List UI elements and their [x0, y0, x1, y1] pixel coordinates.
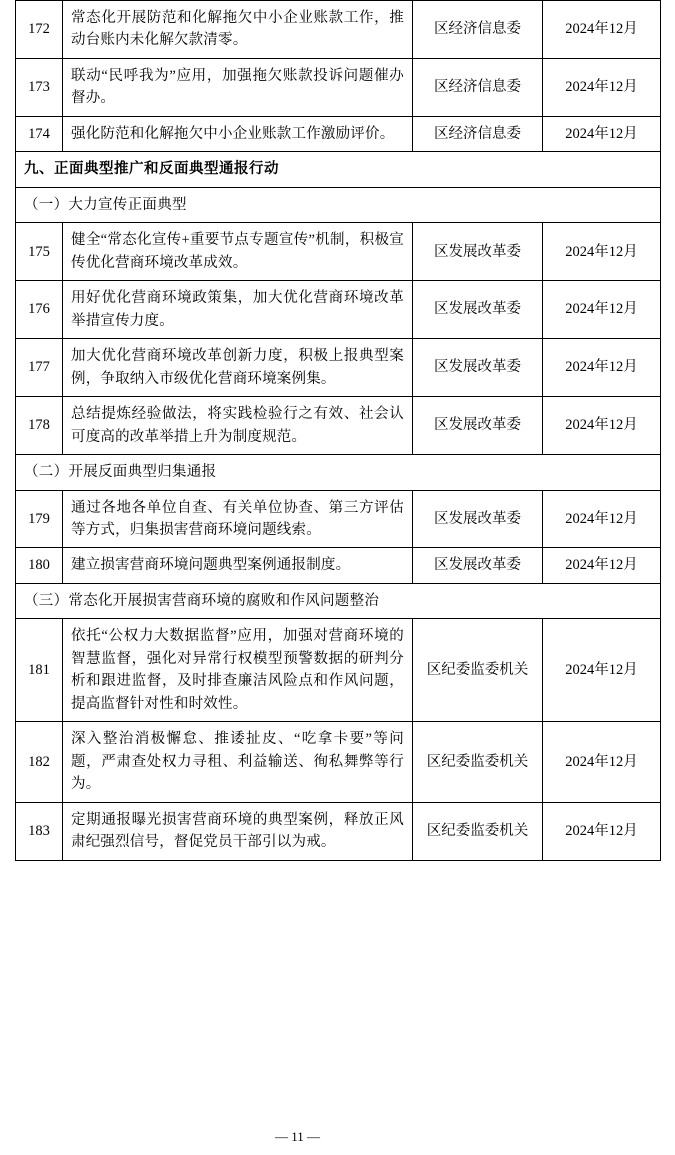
row-number: 180 — [16, 548, 63, 583]
table-row — [16, 802, 661, 860]
row-number: 175 — [16, 223, 63, 281]
row-department: 区发展改革委 — [413, 281, 543, 339]
row-task: 强化防范和化解拖欠中小企业账款工作激励评价。 — [63, 116, 413, 151]
subsection-title: （一）大力宣传正面典型 — [16, 187, 661, 222]
row-deadline: 2024年12月 — [543, 548, 661, 583]
table-row — [16, 722, 661, 802]
row-task: 定期通报曝光损害营商环境的典型案例，释放正风肃纪强烈信号，督促党员干部引以为戒。 — [63, 802, 413, 860]
row-deadline: 2024年12月 — [543, 619, 661, 722]
row-department: 区经济信息委 — [413, 1, 543, 59]
row-department: 区经济信息委 — [413, 116, 543, 151]
row-task: 用好优化营商环境政策集，加大优化营商环境改革举措宣传力度。 — [63, 281, 413, 339]
subsection-title: （三）常态化开展损害营商环境的腐败和作风问题整治 — [16, 583, 661, 618]
row-deadline: 2024年12月 — [543, 116, 661, 151]
row-task: 依托“公权力大数据监督”应用，加强对营商环境的智慧监督，强化对异常行权模型预警数据的研判分析和跟进监督，及时排查廉洁风险点和作风问题，提高监督针对性和时效性。 — [63, 619, 413, 722]
table-row — [16, 619, 661, 722]
subsection-header-row — [16, 455, 661, 490]
row-department: 区纪委监委机关 — [413, 722, 543, 802]
row-department: 区发展改革委 — [413, 397, 543, 455]
row-deadline: 2024年12月 — [543, 58, 661, 116]
table-row — [16, 116, 661, 151]
row-number: 174 — [16, 116, 63, 151]
row-number: 183 — [16, 802, 63, 860]
table-row — [16, 281, 661, 339]
row-number: 182 — [16, 722, 63, 802]
row-deadline: 2024年12月 — [543, 397, 661, 455]
row-task: 联动“民呼我为”应用，加强拖欠账款投诉问题催办督办。 — [63, 58, 413, 116]
table-row — [16, 58, 661, 116]
row-number: 172 — [16, 1, 63, 59]
row-deadline: 2024年12月 — [543, 339, 661, 397]
row-task: 深入整治消极懈怠、推诿扯皮、“吃拿卡要”等问题，严肃查处权力寻租、利益输送、徇私舞弊等行为。 — [63, 722, 413, 802]
row-deadline: 2024年12月 — [543, 281, 661, 339]
row-number: 173 — [16, 58, 63, 116]
row-deadline: 2024年12月 — [543, 490, 661, 548]
page-number: — 11 — — [274, 1129, 321, 1144]
row-task: 加大优化营商环境改革创新力度，积极上报典型案例，争取纳入市级优化营商环境案例集。 — [63, 339, 413, 397]
table-row — [16, 548, 661, 583]
row-task: 常态化开展防范和化解拖欠中小企业账款工作，推动台账内未化解欠款清零。 — [63, 1, 413, 59]
table-row — [16, 223, 661, 281]
row-deadline: 2024年12月 — [543, 802, 661, 860]
row-department: 区纪委监委机关 — [413, 619, 543, 722]
row-task: 通过各地各单位自查、有关单位协查、第三方评估等方式，归集损害营商环境问题线索。 — [63, 490, 413, 548]
row-task: 总结提炼经验做法，将实践检验行之有效、社会认可度高的改革举措上升为制度规范。 — [63, 397, 413, 455]
row-department: 区发展改革委 — [413, 548, 543, 583]
table-row — [16, 490, 661, 548]
row-deadline: 2024年12月 — [543, 223, 661, 281]
section-title: 九、正面典型推广和反面典型通报行动 — [16, 152, 661, 187]
subsection-title: （二）开展反面典型归集通报 — [16, 455, 661, 490]
subsection-header-row — [16, 583, 661, 618]
subsection-header-row — [16, 187, 661, 222]
row-deadline: 2024年12月 — [543, 1, 661, 59]
row-department: 区纪委监委机关 — [413, 802, 543, 860]
row-number: 177 — [16, 339, 63, 397]
row-task: 健全“常态化宣传+重要节点专题宣传”机制，积极宣传优化营商环境改革成效。 — [63, 223, 413, 281]
page-footer — [0, 1129, 675, 1145]
row-deadline: 2024年12月 — [543, 722, 661, 802]
table-row — [16, 339, 661, 397]
row-number: 176 — [16, 281, 63, 339]
table-row — [16, 1, 661, 59]
row-department: 区发展改革委 — [413, 339, 543, 397]
table-body — [16, 1, 661, 861]
row-department: 区经济信息委 — [413, 58, 543, 116]
row-task: 建立损害营商环境问题典型案例通报制度。 — [63, 548, 413, 583]
reform-measures-table — [15, 0, 661, 861]
row-department: 区发展改革委 — [413, 490, 543, 548]
row-number: 178 — [16, 397, 63, 455]
row-number: 179 — [16, 490, 63, 548]
row-department: 区发展改革委 — [413, 223, 543, 281]
section-header-row — [16, 152, 661, 187]
row-number: 181 — [16, 619, 63, 722]
table-row — [16, 397, 661, 455]
